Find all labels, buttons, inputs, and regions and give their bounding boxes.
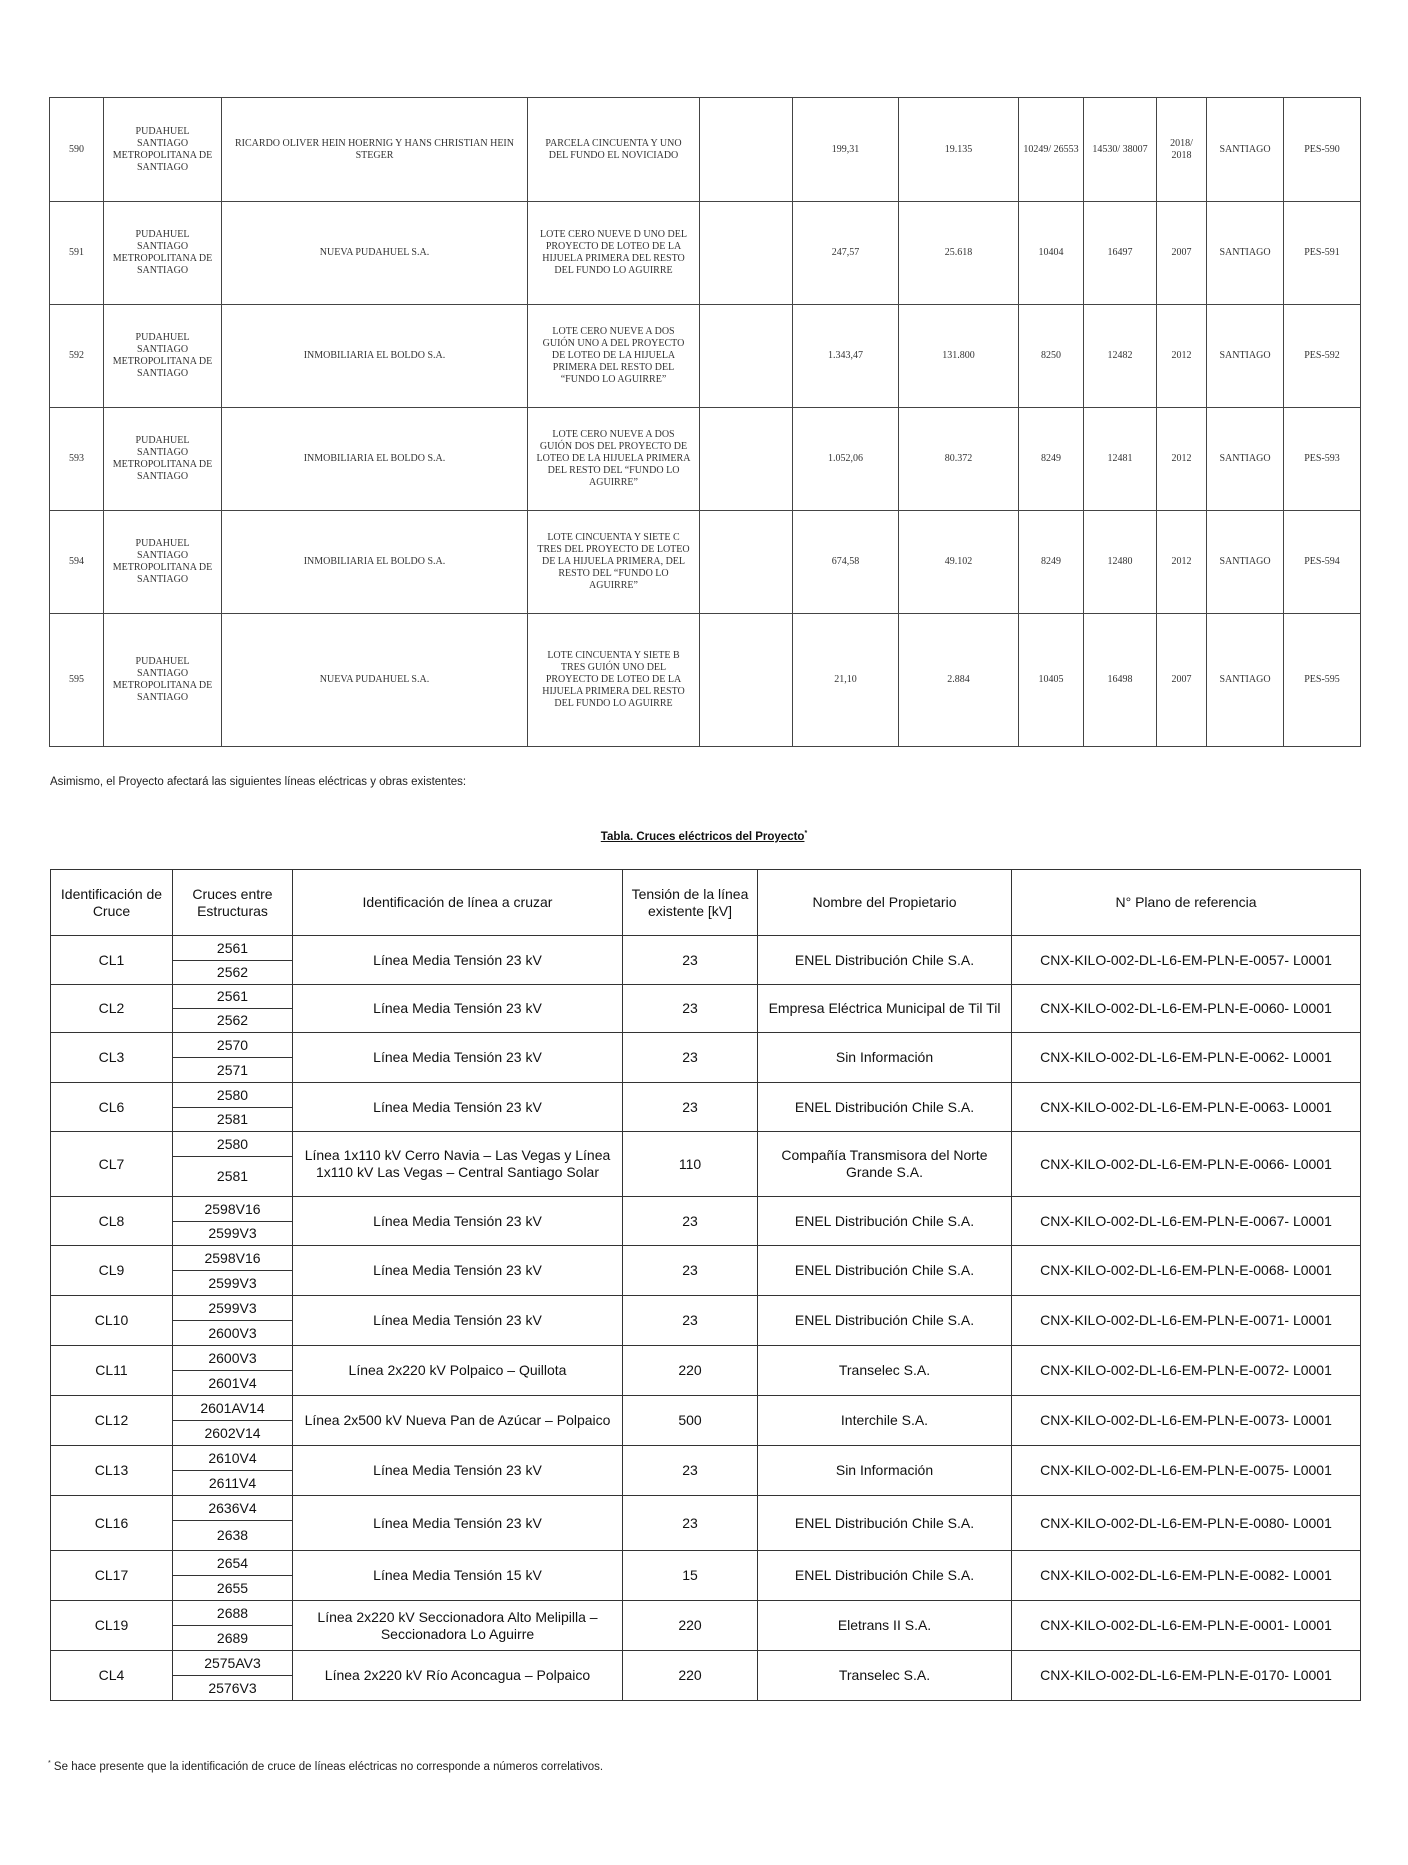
crossings-table xyxy=(50,869,1361,1701)
reference-plan: CNX-KILO-002-DL-L6-EM-PLN-E-0082- L0001 xyxy=(1012,1551,1361,1601)
crossing-row xyxy=(51,1601,1361,1626)
crossing-id: CL11 xyxy=(51,1346,173,1396)
structure-end: 2599V3 xyxy=(173,1271,293,1296)
prop-commune: PUDAHUEL SANTIAGO METROPOLITANA DE SANTIAGO xyxy=(104,511,222,614)
prop-code: PES-590 xyxy=(1284,98,1361,202)
line-owner: Compañía Transmisora del Norte Grande S.A. xyxy=(758,1132,1012,1197)
structure-start: 2636V4 xyxy=(173,1496,293,1521)
line-voltage: 220 xyxy=(623,1601,758,1651)
line-owner: Sin Información xyxy=(758,1446,1012,1496)
property-row xyxy=(50,305,1361,408)
crossing-row xyxy=(51,1296,1361,1321)
property-row xyxy=(50,202,1361,305)
prop-length: 247,57 xyxy=(793,202,899,305)
crossing-row xyxy=(51,936,1361,961)
crossing-row xyxy=(51,1083,1361,1108)
structure-start: 2601AV14 xyxy=(173,1396,293,1421)
prop-registry-number: 12481 xyxy=(1084,408,1157,511)
prop-fojas: 10249/ 26553 xyxy=(1019,98,1084,202)
line-id: Línea Media Tensión 23 kV xyxy=(293,1446,623,1496)
prop-registry-number: 12482 xyxy=(1084,305,1157,408)
prop-fojas: 8250 xyxy=(1019,305,1084,408)
property-row xyxy=(50,614,1361,747)
line-id: Línea 2x220 kV Polpaico – Quillota xyxy=(293,1346,623,1396)
property-row xyxy=(50,98,1361,202)
prop-area: 25.618 xyxy=(899,202,1019,305)
line-id: Línea 2x220 kV Río Aconcagua – Polpaico xyxy=(293,1651,623,1701)
reference-plan: CNX-KILO-002-DL-L6-EM-PLN-E-0001- L0001 xyxy=(1012,1601,1361,1651)
crossings-table-body xyxy=(51,936,1361,1701)
line-voltage: 23 xyxy=(623,1083,758,1132)
line-id: Línea Media Tensión 23 kV xyxy=(293,1246,623,1296)
prop-area: 2.884 xyxy=(899,614,1019,747)
line-voltage: 23 xyxy=(623,936,758,985)
prop-year: 2012 xyxy=(1157,511,1207,614)
prop-area: 80.372 xyxy=(899,408,1019,511)
prop-commune: PUDAHUEL SANTIAGO METROPOLITANA DE SANTIAGO xyxy=(104,202,222,305)
line-owner: Interchile S.A. xyxy=(758,1396,1012,1446)
intro-text: Asimismo, el Proyecto afectará las siguientes líneas eléctricas y obras existentes: xyxy=(50,776,467,788)
crossing-row xyxy=(51,985,1361,1009)
line-id: Línea 2x500 kV Nueva Pan de Azúcar – Polpaico xyxy=(293,1396,623,1446)
prop-commune: PUDAHUEL SANTIAGO METROPOLITANA DE SANTIAGO xyxy=(104,98,222,202)
structure-end: 2655 xyxy=(173,1576,293,1601)
crossing-row xyxy=(51,1396,1361,1421)
crossing-id: CL1 xyxy=(51,936,173,985)
prop-year: 2012 xyxy=(1157,305,1207,408)
structure-end: 2599V3 xyxy=(173,1222,293,1246)
prop-code: PES-591 xyxy=(1284,202,1361,305)
prop-commune: PUDAHUEL SANTIAGO METROPOLITANA DE SANTIAGO xyxy=(104,614,222,747)
structure-end: 2689 xyxy=(173,1626,293,1651)
structure-start: 2561 xyxy=(173,936,293,961)
prop-registry-number: 16497 xyxy=(1084,202,1157,305)
header-plan: N° Plano de referencia xyxy=(1012,870,1361,936)
reference-plan: CNX-KILO-002-DL-L6-EM-PLN-E-0080- L0001 xyxy=(1012,1496,1361,1551)
prop-code: PES-595 xyxy=(1284,614,1361,747)
reference-plan: CNX-KILO-002-DL-L6-EM-PLN-E-0062- L0001 xyxy=(1012,1033,1361,1083)
line-voltage: 23 xyxy=(623,985,758,1033)
caption-footnote-mark: * xyxy=(804,830,808,837)
structure-end: 2638 xyxy=(173,1521,293,1551)
crossing-id: CL8 xyxy=(51,1197,173,1246)
prop-description: LOTE CERO NUEVE A DOS GUIÓN UNO A DEL PROYECTO DE LOTEO DE LA HIJUELA PRIMERA DEL RESTO DEL “FUNDO LO AGUIRRE” xyxy=(528,305,700,408)
property-row xyxy=(50,408,1361,511)
crossing-id: CL13 xyxy=(51,1446,173,1496)
crossing-row xyxy=(51,1033,1361,1058)
line-owner: ENEL Distribución Chile S.A. xyxy=(758,936,1012,985)
prop-description: LOTE CINCUENTA Y SIETE B TRES GUIÓN UNO DEL PROYECTO DE LOTEO DE LA HIJUELA PRIMERA DEL RESTO DEL FUNDO LO AGUIRRE xyxy=(528,614,700,747)
line-voltage: 220 xyxy=(623,1651,758,1701)
line-owner: Empresa Eléctrica Municipal de Til Til xyxy=(758,985,1012,1033)
line-owner: Eletrans II S.A. xyxy=(758,1601,1012,1651)
line-owner: ENEL Distribución Chile S.A. xyxy=(758,1496,1012,1551)
line-id: Línea Media Tensión 15 kV xyxy=(293,1551,623,1601)
prop-code: PES-593 xyxy=(1284,408,1361,511)
structure-end: 2601V4 xyxy=(173,1371,293,1396)
prop-blank xyxy=(700,305,793,408)
prop-fojas: 10404 xyxy=(1019,202,1084,305)
prop-code: PES-592 xyxy=(1284,305,1361,408)
prop-owner: NUEVA PUDAHUEL S.A. xyxy=(222,202,528,305)
prop-number: 593 xyxy=(50,408,104,511)
line-id: Línea 2x220 kV Seccionadora Alto Melipilla – Seccionadora Lo Aguirre xyxy=(293,1601,623,1651)
structure-end: 2571 xyxy=(173,1058,293,1083)
reference-plan: CNX-KILO-002-DL-L6-EM-PLN-E-0170- L0001 xyxy=(1012,1651,1361,1701)
caption-text: Tabla. Cruces eléctricos del Proyecto xyxy=(600,830,805,843)
reference-plan: CNX-KILO-002-DL-L6-EM-PLN-E-0063- L0001 xyxy=(1012,1083,1361,1132)
structure-start: 2598V16 xyxy=(173,1246,293,1271)
reference-plan: CNX-KILO-002-DL-L6-EM-PLN-E-0068- L0001 xyxy=(1012,1246,1361,1296)
reference-plan: CNX-KILO-002-DL-L6-EM-PLN-E-0072- L0001 xyxy=(1012,1346,1361,1396)
structure-start: 2654 xyxy=(173,1551,293,1576)
structure-start: 2570 xyxy=(173,1033,293,1058)
prop-code: PES-594 xyxy=(1284,511,1361,614)
crossing-row xyxy=(51,1246,1361,1271)
structure-end: 2581 xyxy=(173,1157,293,1197)
header-structures: Cruces entre Estructuras xyxy=(173,870,293,936)
prop-commune: PUDAHUEL SANTIAGO METROPOLITANA DE SANTIAGO xyxy=(104,305,222,408)
line-id: Línea Media Tensión 23 kV xyxy=(293,1296,623,1346)
prop-description: LOTE CERO NUEVE A DOS GUIÓN DOS DEL PROYECTO DE LOTEO DE LA HIJUELA PRIMERA DEL RESTO DEL “FUNDO LO AGUIRRE” xyxy=(528,408,700,511)
prop-length: 199,31 xyxy=(793,98,899,202)
line-owner: ENEL Distribución Chile S.A. xyxy=(758,1083,1012,1132)
line-voltage: 23 xyxy=(623,1033,758,1083)
structure-start: 2561 xyxy=(173,985,293,1009)
crossing-id: CL19 xyxy=(51,1601,173,1651)
prop-cbr: SANTIAGO xyxy=(1207,98,1284,202)
line-voltage: 23 xyxy=(623,1197,758,1246)
line-voltage: 23 xyxy=(623,1496,758,1551)
crossing-row xyxy=(51,1651,1361,1676)
prop-area: 19.135 xyxy=(899,98,1019,202)
structure-end: 2602V14 xyxy=(173,1421,293,1446)
prop-number: 594 xyxy=(50,511,104,614)
line-owner: ENEL Distribución Chile S.A. xyxy=(758,1296,1012,1346)
line-owner: ENEL Distribución Chile S.A. xyxy=(758,1551,1012,1601)
properties-table-body xyxy=(50,98,1361,747)
reference-plan: CNX-KILO-002-DL-L6-EM-PLN-E-0066- L0001 xyxy=(1012,1132,1361,1197)
crossing-id: CL10 xyxy=(51,1296,173,1346)
structure-end: 2562 xyxy=(173,1009,293,1033)
prop-number: 590 xyxy=(50,98,104,202)
line-voltage: 23 xyxy=(623,1446,758,1496)
property-row xyxy=(50,511,1361,614)
structure-start: 2688 xyxy=(173,1601,293,1626)
footnote-mark: * xyxy=(48,1760,51,1767)
prop-blank xyxy=(700,408,793,511)
structure-start: 2575AV3 xyxy=(173,1651,293,1676)
prop-length: 21,10 xyxy=(793,614,899,747)
structure-end: 2581 xyxy=(173,1108,293,1132)
structure-start: 2600V3 xyxy=(173,1346,293,1371)
reference-plan: CNX-KILO-002-DL-L6-EM-PLN-E-0057- L0001 xyxy=(1012,936,1361,985)
prop-owner: RICARDO OLIVER HEIN HOERNIG Y HANS CHRISTIAN HEIN STEGER xyxy=(222,98,528,202)
table-caption xyxy=(0,830,1408,843)
header-crossing-id: Identificación de Cruce xyxy=(51,870,173,936)
prop-cbr: SANTIAGO xyxy=(1207,202,1284,305)
prop-number: 591 xyxy=(50,202,104,305)
prop-owner: INMOBILIARIA EL BOLDO S.A. xyxy=(222,511,528,614)
line-owner: Transelec S.A. xyxy=(758,1346,1012,1396)
crossing-id: CL4 xyxy=(51,1651,173,1701)
line-owner: Transelec S.A. xyxy=(758,1651,1012,1701)
prop-blank xyxy=(700,202,793,305)
prop-cbr: SANTIAGO xyxy=(1207,614,1284,747)
line-owner: ENEL Distribución Chile S.A. xyxy=(758,1246,1012,1296)
prop-registry-number: 16498 xyxy=(1084,614,1157,747)
crossing-id: CL12 xyxy=(51,1396,173,1446)
prop-year: 2007 xyxy=(1157,202,1207,305)
footnote-text: Se hace presente que la identificación de cruce de líneas eléctricas no corresponde a números correlativos. xyxy=(50,1760,604,1773)
prop-blank xyxy=(700,98,793,202)
prop-owner: NUEVA PUDAHUEL S.A. xyxy=(222,614,528,747)
structure-end: 2562 xyxy=(173,961,293,985)
crossing-id: CL16 xyxy=(51,1496,173,1551)
line-voltage: 23 xyxy=(623,1296,758,1346)
prop-year: 2012 xyxy=(1157,408,1207,511)
prop-length: 1.052,06 xyxy=(793,408,899,511)
prop-year: 2018/ 2018 xyxy=(1157,98,1207,202)
prop-length: 674,58 xyxy=(793,511,899,614)
reference-plan: CNX-KILO-002-DL-L6-EM-PLN-E-0073- L0001 xyxy=(1012,1396,1361,1446)
crossing-id: CL17 xyxy=(51,1551,173,1601)
header-owner: Nombre del Propietario xyxy=(758,870,1012,936)
crossings-header-row xyxy=(51,870,1361,936)
footnote xyxy=(48,1760,603,1773)
structure-start: 2610V4 xyxy=(173,1446,293,1471)
prop-fojas: 8249 xyxy=(1019,511,1084,614)
line-id: Línea Media Tensión 23 kV xyxy=(293,936,623,985)
prop-blank xyxy=(700,511,793,614)
line-voltage: 220 xyxy=(623,1346,758,1396)
line-voltage: 15 xyxy=(623,1551,758,1601)
prop-owner: INMOBILIARIA EL BOLDO S.A. xyxy=(222,408,528,511)
line-voltage: 23 xyxy=(623,1246,758,1296)
crossing-id: CL7 xyxy=(51,1132,173,1197)
prop-description: LOTE CERO NUEVE D UNO DEL PROYECTO DE LOTEO DE LA HIJUELA PRIMERA DEL RESTO DEL FUNDO LO AGUIRRE xyxy=(528,202,700,305)
structure-end: 2611V4 xyxy=(173,1471,293,1496)
prop-description: LOTE CINCUENTA Y SIETE C TRES DEL PROYECTO DE LOTEO DE LA HIJUELA PRIMERA, DEL RESTO DEL “FUNDO LO AGUIRRE” xyxy=(528,511,700,614)
prop-cbr: SANTIAGO xyxy=(1207,511,1284,614)
prop-blank xyxy=(700,614,793,747)
crossing-row xyxy=(51,1197,1361,1222)
line-owner: Sin Información xyxy=(758,1033,1012,1083)
line-owner: ENEL Distribución Chile S.A. xyxy=(758,1197,1012,1246)
reference-plan: CNX-KILO-002-DL-L6-EM-PLN-E-0067- L0001 xyxy=(1012,1197,1361,1246)
line-voltage: 110 xyxy=(623,1132,758,1197)
reference-plan: CNX-KILO-002-DL-L6-EM-PLN-E-0075- L0001 xyxy=(1012,1446,1361,1496)
header-line-id: Identificación de línea a cruzar xyxy=(293,870,623,936)
prop-length: 1.343,47 xyxy=(793,305,899,408)
crossing-row xyxy=(51,1132,1361,1157)
line-id: Línea Media Tensión 23 kV xyxy=(293,1083,623,1132)
properties-table xyxy=(49,97,1361,747)
reference-plan: CNX-KILO-002-DL-L6-EM-PLN-E-0060- L0001 xyxy=(1012,985,1361,1033)
line-id: Línea Media Tensión 23 kV xyxy=(293,1197,623,1246)
structure-start: 2598V16 xyxy=(173,1197,293,1222)
crossing-row xyxy=(51,1446,1361,1471)
prop-registry-number: 14530/ 38007 xyxy=(1084,98,1157,202)
prop-fojas: 10405 xyxy=(1019,614,1084,747)
crossing-id: CL6 xyxy=(51,1083,173,1132)
crossing-id: CL9 xyxy=(51,1246,173,1296)
crossing-row xyxy=(51,1346,1361,1371)
line-id: Línea 1x110 kV Cerro Navia – Las Vegas y Línea 1x110 kV Las Vegas – Central Santiago Solar xyxy=(293,1132,623,1197)
structure-end: 2600V3 xyxy=(173,1321,293,1346)
header-voltage: Tensión de la línea existente [kV] xyxy=(623,870,758,936)
prop-number: 595 xyxy=(50,614,104,747)
crossing-row xyxy=(51,1496,1361,1521)
prop-fojas: 8249 xyxy=(1019,408,1084,511)
structure-start: 2580 xyxy=(173,1083,293,1108)
structure-start: 2580 xyxy=(173,1132,293,1157)
line-id: Línea Media Tensión 23 kV xyxy=(293,1033,623,1083)
crossing-id: CL3 xyxy=(51,1033,173,1083)
structure-start: 2599V3 xyxy=(173,1296,293,1321)
prop-year: 2007 xyxy=(1157,614,1207,747)
prop-number: 592 xyxy=(50,305,104,408)
line-id: Línea Media Tensión 23 kV xyxy=(293,985,623,1033)
crossing-id: CL2 xyxy=(51,985,173,1033)
prop-cbr: SANTIAGO xyxy=(1207,305,1284,408)
crossing-row xyxy=(51,1551,1361,1576)
prop-description: PARCELA CINCUENTA Y UNO DEL FUNDO EL NOVICIADO xyxy=(528,98,700,202)
prop-commune: PUDAHUEL SANTIAGO METROPOLITANA DE SANTIAGO xyxy=(104,408,222,511)
prop-area: 49.102 xyxy=(899,511,1019,614)
prop-owner: INMOBILIARIA EL BOLDO S.A. xyxy=(222,305,528,408)
reference-plan: CNX-KILO-002-DL-L6-EM-PLN-E-0071- L0001 xyxy=(1012,1296,1361,1346)
line-voltage: 500 xyxy=(623,1396,758,1446)
prop-registry-number: 12480 xyxy=(1084,511,1157,614)
line-id: Línea Media Tensión 23 kV xyxy=(293,1496,623,1551)
prop-area: 131.800 xyxy=(899,305,1019,408)
prop-cbr: SANTIAGO xyxy=(1207,408,1284,511)
structure-end: 2576V3 xyxy=(173,1676,293,1701)
